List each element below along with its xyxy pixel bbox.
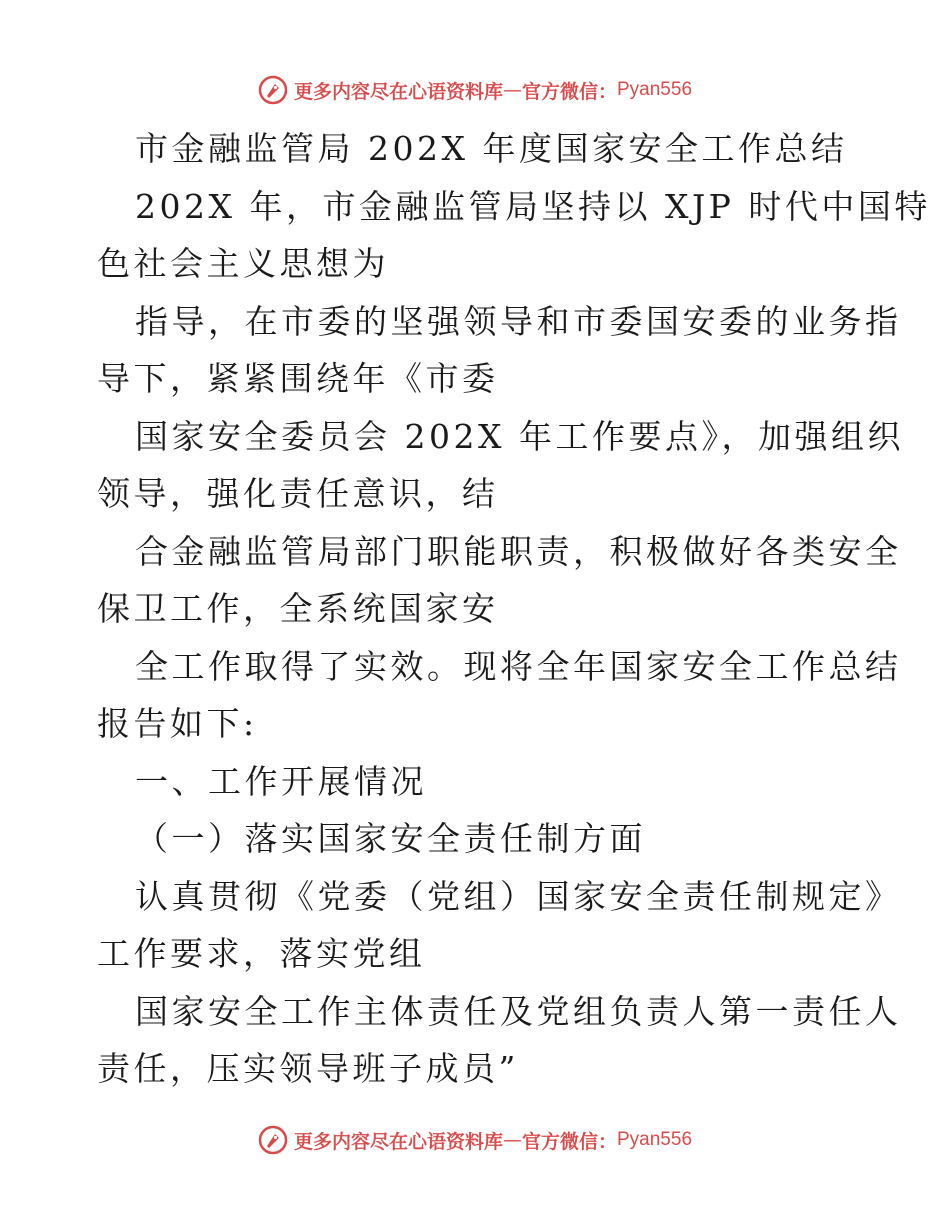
footer-watermark <box>0 1120 950 1160</box>
watermark-account: Pyan556 <box>617 1129 693 1150</box>
paragraph-line: 导下，紧紧围绕年《市委 <box>97 359 499 398</box>
pen-nib-logo-icon <box>258 1125 288 1155</box>
header-watermark <box>0 70 950 110</box>
section-heading: 一、工作开展情况 <box>135 761 427 801</box>
watermark-separator: — <box>502 79 522 101</box>
document-title: 市金融监管局 202X 年度国家安全工作总结 <box>135 129 848 168</box>
paragraph-line: 责任，压实领导班子成员” <box>97 1049 519 1088</box>
watermark-text: 更多内容尽在心语资料库 <box>293 1130 503 1153</box>
paragraph-line: 202X 年，市金融监管局坚持以 XJP 时代中国特 <box>135 186 931 226</box>
watermark-separator: — <box>502 1129 522 1151</box>
paragraph-line: 合金融监管局部门职能职责，积极做好各类安全 <box>135 531 902 571</box>
paragraph-line: 工作要求，落实党组 <box>97 934 426 973</box>
paragraph-line: 认真贯彻《党委（党组）国家安全责任制规定》 <box>135 876 902 916</box>
watermark-wechat-label: 官方微信： <box>521 1130 617 1153</box>
paragraph-line: 色社会主义思想为 <box>97 244 389 283</box>
paragraph-line: 报告如下: <box>97 704 258 743</box>
paragraph-line: 保卫工作，全系统国家安 <box>97 589 499 628</box>
paragraph-line: 领导，强化责任意识，结 <box>97 474 499 513</box>
subsection-heading: （一）落实国家安全责任制方面 <box>135 819 646 858</box>
watermark-wechat-label: 官方微信： <box>521 80 617 103</box>
paragraph-line: 全工作取得了实效。现将全年国家安全工作总结 <box>135 646 902 686</box>
paragraph-line: 国家安全工作主体责任及党组负责人第一责任人 <box>135 991 902 1031</box>
document-body <box>97 120 931 1098</box>
paragraph-line: 国家安全委员会 202X 年工作要点》，加强组织 <box>135 416 904 456</box>
pen-nib-logo-icon <box>258 75 288 105</box>
watermark-text: 更多内容尽在心语资料库 <box>293 80 503 103</box>
watermark-account: Pyan556 <box>617 79 693 100</box>
paragraph-line: 指导，在市委的坚强领导和市委国安委的业务指 <box>135 301 902 341</box>
